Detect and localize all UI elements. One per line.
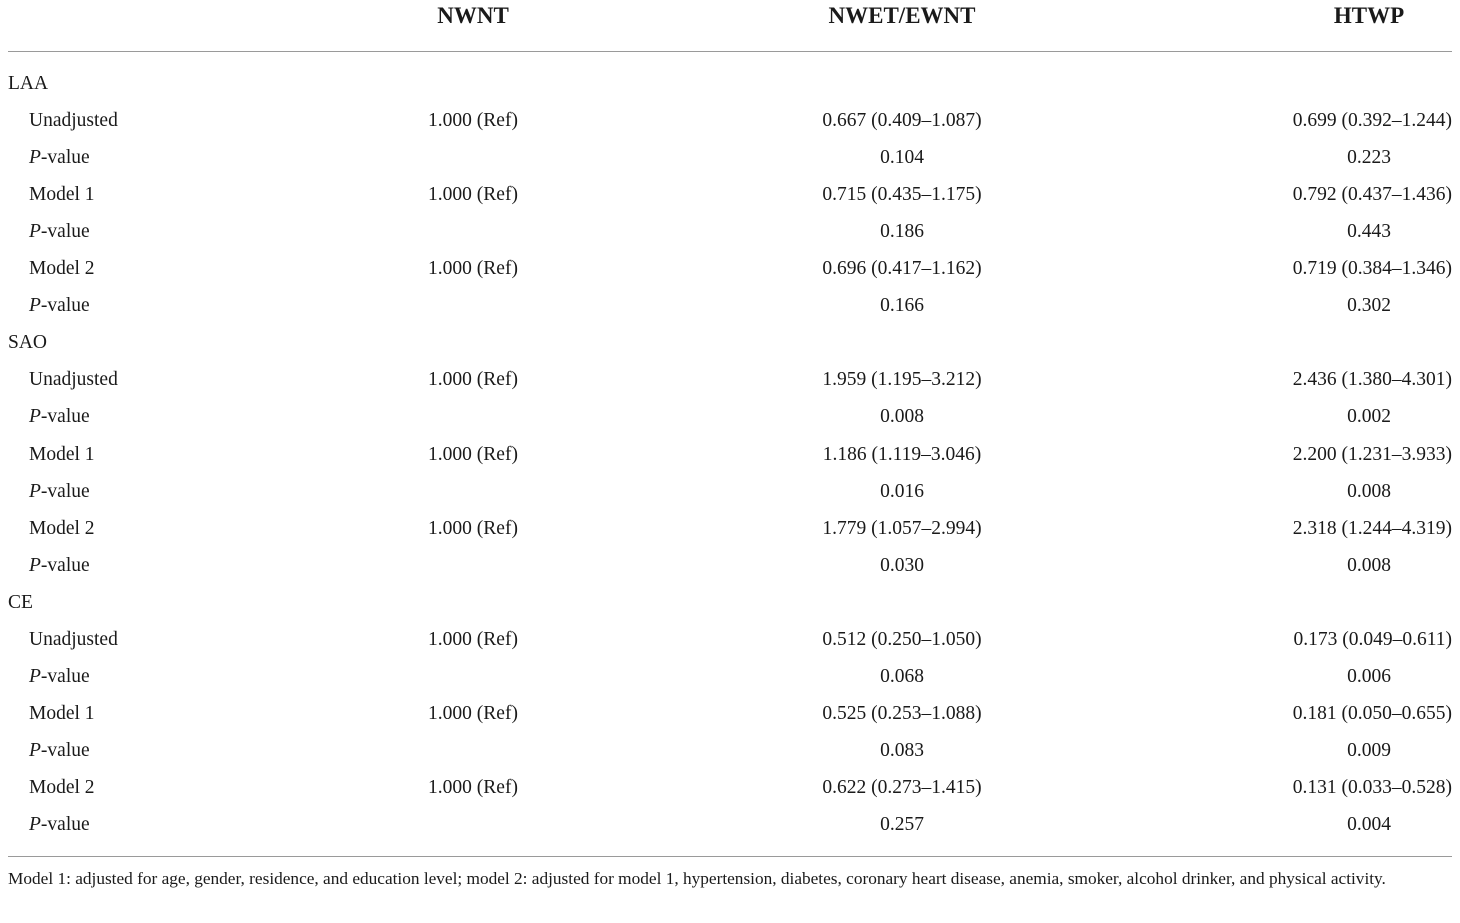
table-header (8, 0, 1452, 36)
cell-nwet-ewnt: 0.186 (880, 221, 924, 243)
row-label (29, 139, 90, 176)
italic-prefix: P (29, 665, 41, 687)
row-label-text: -value (40, 480, 90, 502)
cell-nwnt: 1.000 (Ref) (428, 258, 518, 280)
cell-nwet-ewnt: 1.186 (1.119–3.046) (822, 443, 982, 465)
cell-nwnt: 1.000 (Ref) (428, 110, 518, 132)
row-label (29, 287, 90, 324)
cell-htwp: 0.004 (1347, 814, 1391, 835)
table-row (8, 361, 1452, 398)
row-label (29, 621, 118, 658)
italic-prefix: P (29, 814, 41, 835)
group-label: SAO (8, 332, 48, 354)
column-header-nwet-ewnt: NWET/EWNT (828, 3, 976, 28)
row-label-text: Unadjusted (29, 369, 118, 391)
table-row (8, 806, 1452, 843)
cell-nwnt: 1.000 (Ref) (428, 184, 518, 206)
footer-rule (8, 856, 1452, 857)
cell-nwnt: 1.000 (Ref) (428, 369, 518, 391)
cell-nwet-ewnt: 0.016 (880, 480, 924, 502)
row-label-text: Model 2 (29, 776, 95, 798)
row-label (29, 806, 90, 843)
cell-nwet-ewnt: 0.030 (880, 554, 924, 576)
row-label (29, 250, 95, 287)
row-label-text: Model 2 (29, 258, 95, 280)
cell-nwet-ewnt: 0.525 (0.253–1.088) (822, 702, 982, 724)
column-header-htwp: HTWP (1333, 3, 1405, 28)
italic-prefix: P (29, 295, 41, 317)
table-row (8, 250, 1452, 287)
row-label (29, 695, 95, 732)
cell-nwnt: 1.000 (Ref) (428, 443, 518, 465)
cell-nwet-ewnt: 0.257 (880, 814, 924, 835)
cell-nwet-ewnt: 0.166 (880, 295, 924, 317)
row-label (29, 102, 118, 139)
table-row (8, 213, 1452, 250)
cell-nwet-ewnt: 0.667 (0.409–1.087) (822, 110, 982, 132)
row-label (29, 510, 95, 547)
cell-htwp: 0.792 (0.437–1.436) (1292, 184, 1452, 206)
cell-htwp: 0.006 (1347, 665, 1391, 687)
row-label-text: Model 1 (29, 443, 95, 465)
row-label-text: -value (40, 814, 90, 835)
cell-htwp: 2.318 (1.244–4.319) (1292, 517, 1452, 539)
table-row (8, 695, 1452, 732)
cell-htwp: 0.223 (1347, 147, 1391, 169)
cell-htwp: 0.009 (1347, 739, 1391, 761)
italic-prefix: P (29, 221, 41, 243)
italic-prefix: P (29, 147, 41, 169)
cell-htwp: 0.008 (1347, 480, 1391, 502)
cell-htwp: 2.436 (1.380–4.301) (1292, 369, 1452, 391)
row-label-text: Model 1 (29, 702, 95, 724)
cell-nwet-ewnt: 1.779 (1.057–2.994) (822, 517, 982, 539)
cell-htwp: 0.302 (1347, 295, 1391, 317)
cell-nwet-ewnt: 0.068 (880, 665, 924, 687)
row-label-text: -value (40, 554, 90, 576)
table-row (8, 732, 1452, 769)
table-row (8, 436, 1452, 473)
cell-htwp: 0.002 (1347, 406, 1391, 428)
row-label (29, 361, 118, 398)
cell-nwet-ewnt: 0.104 (880, 147, 924, 169)
row-label (29, 213, 90, 250)
cell-htwp: 0.443 (1347, 221, 1391, 243)
cell-nwet-ewnt: 0.083 (880, 739, 924, 761)
row-label (29, 398, 90, 435)
row-label (29, 473, 90, 510)
row-label (29, 547, 90, 584)
group-row-ce (8, 584, 1452, 621)
row-label (29, 732, 90, 769)
cell-htwp: 0.699 (0.392–1.244) (1292, 110, 1452, 132)
row-label (29, 176, 95, 213)
table-row (8, 287, 1452, 324)
cell-nwnt: 1.000 (Ref) (428, 702, 518, 724)
cell-nwnt: 1.000 (Ref) (428, 776, 518, 798)
row-label-text: Model 2 (29, 517, 95, 539)
cell-htwp: 0.131 (0.033–0.528) (1292, 776, 1452, 798)
cell-nwet-ewnt: 0.008 (880, 406, 924, 428)
table-row (8, 547, 1452, 584)
row-label-text: -value (40, 295, 90, 317)
group-label: CE (8, 591, 33, 613)
table-row (8, 473, 1452, 510)
cell-nwet-ewnt: 0.696 (0.417–1.162) (822, 258, 982, 280)
table-row (8, 398, 1452, 435)
cell-nwet-ewnt: 0.715 (0.435–1.175) (822, 184, 982, 206)
row-label-text: Model 1 (29, 184, 95, 206)
row-label-text: -value (40, 221, 90, 243)
cell-htwp: 0.181 (0.050–0.655) (1292, 702, 1452, 724)
table-row (8, 176, 1452, 213)
row-label (29, 769, 95, 806)
table-row (8, 510, 1452, 547)
group-row-laa (8, 65, 1452, 102)
cell-nwnt: 1.000 (Ref) (428, 628, 518, 650)
row-label-text: -value (40, 406, 90, 428)
row-label-text: -value (40, 147, 90, 169)
cell-nwnt: 1.000 (Ref) (428, 517, 518, 539)
table-row (8, 139, 1452, 176)
cell-htwp: 0.719 (0.384–1.346) (1292, 258, 1452, 280)
row-label-text: Unadjusted (29, 110, 118, 132)
italic-prefix: P (29, 554, 41, 576)
cell-nwet-ewnt: 0.622 (0.273–1.415) (822, 776, 982, 798)
row-label (29, 436, 95, 473)
italic-prefix: P (29, 739, 41, 761)
cell-nwet-ewnt: 0.512 (0.250–1.050) (822, 628, 982, 650)
table-footnote: Model 1: adjusted for age, gender, residence, and education level; model 2: adjusted for model 1, hypertension, diabetes, coronary heart disease, anemia, smoker, alcohol drinker, and physical activity. (8, 869, 1386, 888)
row-label-text: -value (40, 739, 90, 761)
table-row (8, 769, 1452, 806)
table-row (8, 621, 1452, 658)
table-row (8, 658, 1452, 695)
cell-htwp: 0.173 (0.049–0.611) (1293, 628, 1452, 650)
row-label-text: Unadjusted (29, 628, 118, 650)
cell-htwp: 0.008 (1347, 554, 1391, 576)
header-rule (8, 51, 1452, 52)
cell-htwp: 2.200 (1.231–3.933) (1292, 443, 1452, 465)
column-header-nwnt: NWNT (437, 3, 509, 28)
italic-prefix: P (29, 480, 41, 502)
group-row-sao (8, 324, 1452, 361)
row-label-text: -value (40, 665, 90, 687)
cell-nwet-ewnt: 1.959 (1.195–3.212) (822, 369, 982, 391)
group-label: LAA (8, 73, 49, 94)
row-label (29, 658, 90, 695)
table-row (8, 102, 1452, 139)
italic-prefix: P (29, 406, 41, 428)
